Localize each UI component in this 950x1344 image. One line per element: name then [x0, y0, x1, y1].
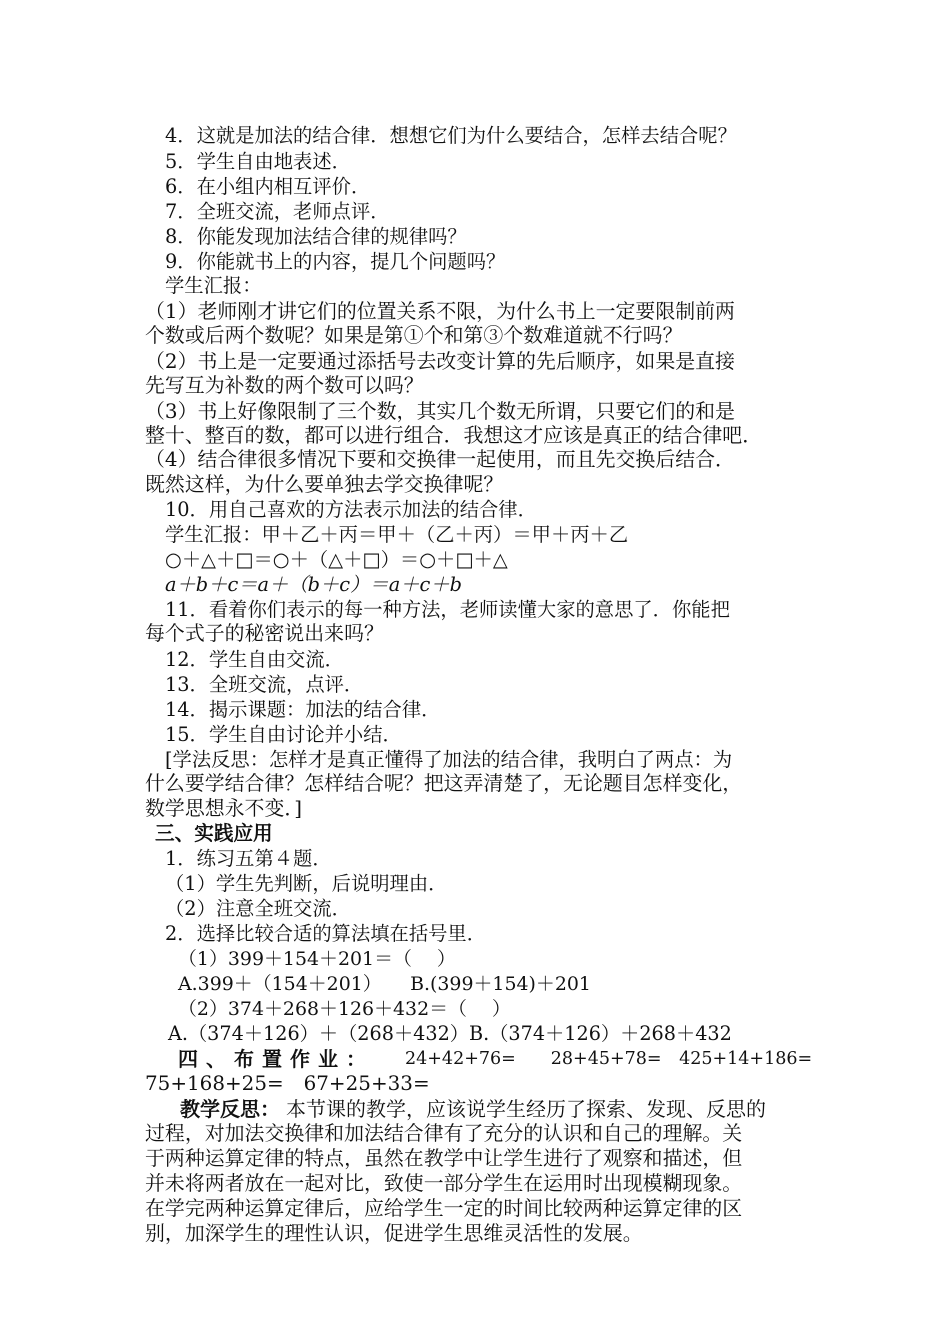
report-1-line-1: （1）老师刚才讲它们的位置关系不限，为什么书上一定要限制前两: [145, 300, 735, 323]
teaching-reflection-line-6: 别，加深学生的理性认识，促进学生思维灵活性的发展。: [145, 1222, 643, 1245]
reflection-line-3: 数学思想永不变．]: [145, 797, 303, 820]
step-13: 13．全班交流，点评．: [165, 673, 364, 696]
step-8: 8．你能发现加法结合律的规律吗？: [165, 225, 467, 248]
practice-2: 2．选择比较合适的算法填在括号里．: [165, 922, 487, 945]
report-4-line-1: （4）结合律很多情况下要和交换律一起使用，而且先交换后结合．: [145, 448, 735, 471]
step-5: 5．学生自由地表述．: [165, 150, 351, 173]
reflection-line-1: [学法反思：怎样才是真正懂得了加法的结合律，我明白了两点：为: [165, 748, 733, 771]
teaching-reflection-line-4: 并未将两者放在一起对比，致使一部分学生在运用时出现模糊现象。: [145, 1172, 743, 1195]
report-3-line-1: （3）书上好像限制了三个数，其实几个数无所谓，只要它们的和是: [145, 400, 735, 423]
teaching-reflection-line-3: 于两种运算定律的特点，虽然在教学中让学生进行了观察和描述，但: [145, 1147, 743, 1170]
practice-1: 1．练习五第４题．: [165, 847, 332, 870]
formula-chinese: 学生汇报：甲＋乙＋丙＝甲＋（乙＋丙）＝甲＋丙＋乙: [165, 523, 629, 546]
section-4-heading: 四、布置作业：: [178, 1047, 374, 1071]
section-3-heading: 三、实践应用: [155, 822, 273, 845]
practice-2-q1-options: A.399＋（154＋201） B.(399＋154)＋201: [178, 973, 591, 995]
step-12: 12．学生自由交流．: [165, 648, 344, 671]
report-1-line-2: 个数或后两个数呢？如果是第①个和第③个数难道就不行吗？: [145, 324, 683, 347]
report-2-line-2: 先写互为补数的两个数可以吗？: [145, 374, 424, 397]
formula-shapes: ○＋△＋□＝○＋（△＋□）＝○＋□＋△: [165, 548, 508, 571]
practice-1-sub-2: （2）注意全班交流．: [165, 897, 351, 920]
practice-2-q2: （2）374＋268＋126＋432＝（ ）: [178, 998, 511, 1020]
report-3-line-2: 整十、整百的数，都可以进行组合．我想这才应该是真正的结合律吧．: [145, 424, 763, 447]
teaching-reflection-line-2: 过程，对加法交换律和加法结合律有了充分的认识和自己的理解。关: [145, 1122, 743, 1145]
practice-1-sub-1: （1）学生先判断，后说明理由．: [165, 872, 448, 895]
step-7: 7．全班交流，老师点评．: [165, 200, 390, 223]
teaching-reflection-line-1: 本节课的教学，应该说学生经历了探索、发现、反思的: [286, 1097, 766, 1121]
step-15: 15．学生自由讨论并小结．: [165, 723, 402, 746]
step-9: 9．你能就书上的内容，提几个问题吗？: [165, 250, 506, 273]
step-6: 6．在小组内相互评价．: [165, 175, 371, 198]
step-11-line-2: 每个式子的秘密说出来吗？: [145, 622, 384, 645]
step-11-line-1: 11．看着你们表示的每一种方法，老师读懂大家的意思了．你能把: [165, 598, 730, 621]
report-2-line-1: （2）书上是一定要通过添括号去改变计算的先后顺序，如果是直接: [145, 350, 735, 373]
report-4-line-2: 既然这样，为什么要单独去学交换律呢？: [145, 473, 504, 496]
teaching-reflection-label: 教学反思：: [180, 1097, 280, 1121]
practice-2-q2-options: A.（374＋126）＋（268＋432）B.（374＋126）＋268＋432: [168, 1022, 732, 1045]
homework-row-2: 75+168+25= 67+25+33=: [145, 1072, 430, 1095]
step-14: 14．揭示课题：加法的结合律．: [165, 698, 441, 721]
teaching-reflection-line-5: 在学完两种运算定律后，应给学生一定的时间比较两种运算定律的区: [145, 1197, 743, 1220]
practice-2-q1: （1）399＋154＋201＝（ ）: [178, 948, 456, 970]
formula-letters: a＋b＋c＝a＋（b＋c）＝a＋c＋b: [165, 573, 462, 596]
homework-row-1: 24+42+76= 28+45+78= 425+14+186=: [405, 1049, 813, 1069]
reflection-line-2: 什么要学结合律？怎样结合呢？把这弄清楚了，无论题目怎样变化，: [145, 772, 743, 795]
student-report-heading: 学生汇报：: [165, 274, 262, 297]
step-4: 4．这就是加法的结合律．想想它们为什么要结合，怎样去结合呢？: [165, 124, 737, 147]
step-10: 10．用自己喜欢的方法表示加法的结合律．: [165, 498, 537, 521]
